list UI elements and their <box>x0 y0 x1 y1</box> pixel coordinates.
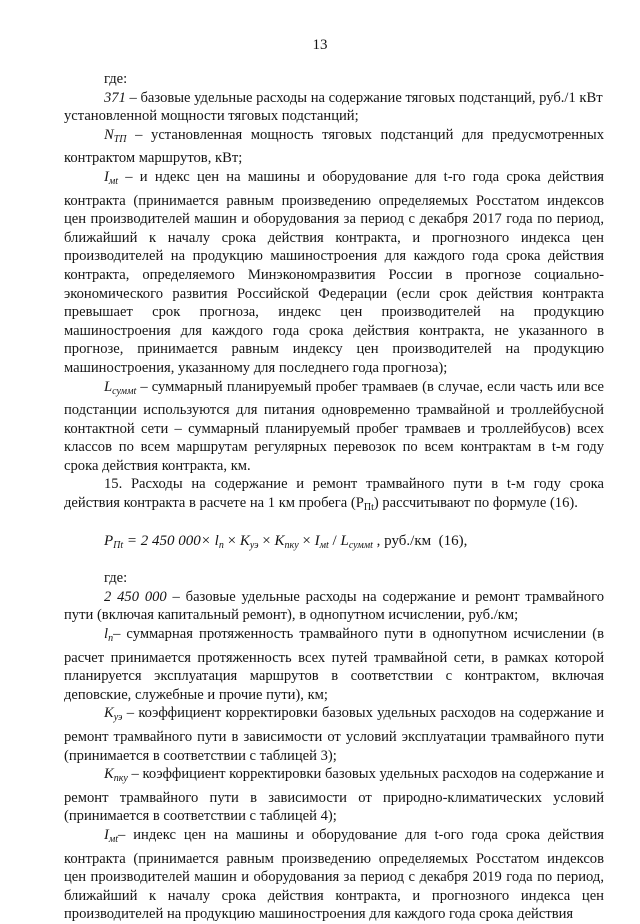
symbol-l: L <box>104 378 113 395</box>
where-label: где: <box>104 71 128 87</box>
symbol-lsumm-sub: суммt <box>112 385 137 397</box>
formula-times-3: × <box>298 532 315 549</box>
definition-lsumm <box>64 378 604 476</box>
definition-lsumm-text: – суммарный планируемый пробег трамваев (в случае, если часть или все подстанции используются для питания одновременно трамвайной и троллейбусной контактной сети – суммарный планируемый пробег трамваев и троллейбусов) всех классов по всем маршрутам регулярных перевозок по всем контрактам в t-м году срока действия контракта, км. <box>64 378 604 474</box>
definition-371-continuation: установленной мощности тяговых подстанций; <box>64 108 359 125</box>
formula-number: (16), <box>438 532 468 549</box>
formula-times-1: × <box>223 532 240 549</box>
formula-l: l <box>214 532 219 549</box>
symbol-ntp-sub: ТП <box>113 133 127 145</box>
symbol-kpku: K <box>104 766 114 783</box>
formula-slash: / <box>328 532 341 549</box>
symbol-2450000: 2 450 000 <box>104 588 167 605</box>
definition-imt-2-text: – индекс цен на машины и оборудование для t-ого года срока действия контракта (принимается равным произведению определяемых Росстатом индексов цен производителей машин и оборудования за период с декабря 2019 года по период, ближайший к началу срока действия контракта, и прогнозного индекса цен производителей на продукцию машиностроения для каждого года срока действия <box>64 826 604 923</box>
formula-L-sub: суммt <box>348 539 373 551</box>
definition-imt-2 <box>64 826 604 924</box>
definition-kpku-text: – коэффициент корректировки базовых удельных расходов на содержание и ремонт трамвайного пути в зависимости от природно-климатических условий (принимается в соответствии с таблицей 4); <box>64 766 604 825</box>
definition-ntp-text: – установленная мощность тяговых подстанций для предусмотренных контрактом маршрутов, кВт; <box>64 126 604 167</box>
symbol-kpku-sub: пку <box>113 773 128 785</box>
symbol-kue-sub: уэ <box>113 712 123 724</box>
formula-i-sub: мt <box>319 539 329 551</box>
symbol-ln-sub: п <box>108 633 114 645</box>
paragraph-15-sub: Пt <box>363 502 374 514</box>
formula-l-sub: п <box>218 539 224 551</box>
definition-kue <box>64 704 604 765</box>
definition-2450000 <box>64 588 604 625</box>
formula-16 <box>64 532 604 556</box>
formula-L: L <box>340 532 349 549</box>
formula-i: I <box>314 532 320 549</box>
definition-371-text: – базовые удельные расходы на содержание тяговых подстанций, руб./1 кВт <box>125 89 603 106</box>
definition-kue-text: – коэффициент корректировки базовых удельных расходов на содержание и ремонт трамвайного пути в зависимости от условий эксплуатации трамвайного пути (принимается в соответствии с таблицей 3); <box>64 705 604 764</box>
formula-eq: = 2 450 000× <box>123 532 215 549</box>
symbol-imt-2-sub: мt <box>108 833 119 845</box>
paragraph-15-text: 15. Расходы на содержание и ремонт трамвайного пути в t-м году срока действия контракта в расчете на 1 км пробега (P <box>64 476 604 512</box>
definition-371 <box>64 89 604 108</box>
symbol-n: N <box>104 126 114 143</box>
symbol-371: 371 <box>104 89 126 106</box>
where-label-2: где: <box>104 570 128 587</box>
symbol-i: I <box>104 168 109 185</box>
formula-times-2: × <box>258 532 275 549</box>
formula-k2-sub: пку <box>284 539 299 551</box>
page-body <box>64 70 604 924</box>
page-number: 13 <box>312 37 328 53</box>
paragraph-15 <box>64 475 604 517</box>
definition-imt <box>64 168 604 378</box>
definition-ntp <box>64 126 604 168</box>
symbol-kue: K <box>104 705 114 722</box>
symbol-imt-sub: мt <box>108 175 119 187</box>
definition-2450000-text: – базовые удельные расходы на содержание и ремонт трамвайного пути (включая капитальный ремонт), в однопутном исчислении, руб./км; <box>64 588 605 624</box>
formula-lhs-sub: Пt <box>113 539 124 551</box>
formula-k1-sub: уэ <box>249 539 259 551</box>
definition-imt-text: – и ндекс цен на машины и оборудование для t-го года срока действия контракта (принимается равным произведению определяемых Росстатом индексов цен производителей машин и оборудования за период с декабря 2017 года по период, ближайший к началу срока действия контракта, и прогнозного индекса цен производителей на продукцию машиностроения для каждого года срока действия контракта, определяемого Минэкономразвития России в прогнозе социально-экономического развития Российской Федерации (если срок действия контракта превышает срок прогноза, индекс цен производителей на продукцию машиностроения для каждого года срока действия контракта, не указанного в прогнозе, принимается равным индексу цен производителей на продукцию машиностроения, указанному для последнего года прогноза); <box>64 168 604 376</box>
symbol-ln: l <box>104 626 109 643</box>
paragraph-15-end: ) рассчитывают по формуле (16). <box>373 495 578 512</box>
symbol-i-2: I <box>104 826 109 843</box>
definition-ln <box>64 625 604 704</box>
definition-kpku <box>64 765 604 826</box>
formula-lhs: P <box>104 532 114 549</box>
formula-unit: , руб./км <box>372 532 432 549</box>
formula-k2: K <box>274 532 285 549</box>
definition-ln-text: – суммарная протяженность трамвайного пути в однопутном исчислении (в расчет принимается протяженность всех путей трамвайной сети, в рамках которой планируется эксплуатация маршрутов в соответствии с контрактом, включая деповские, служебные и прочие пути), км; <box>64 626 604 703</box>
formula-k1: K <box>239 532 250 549</box>
